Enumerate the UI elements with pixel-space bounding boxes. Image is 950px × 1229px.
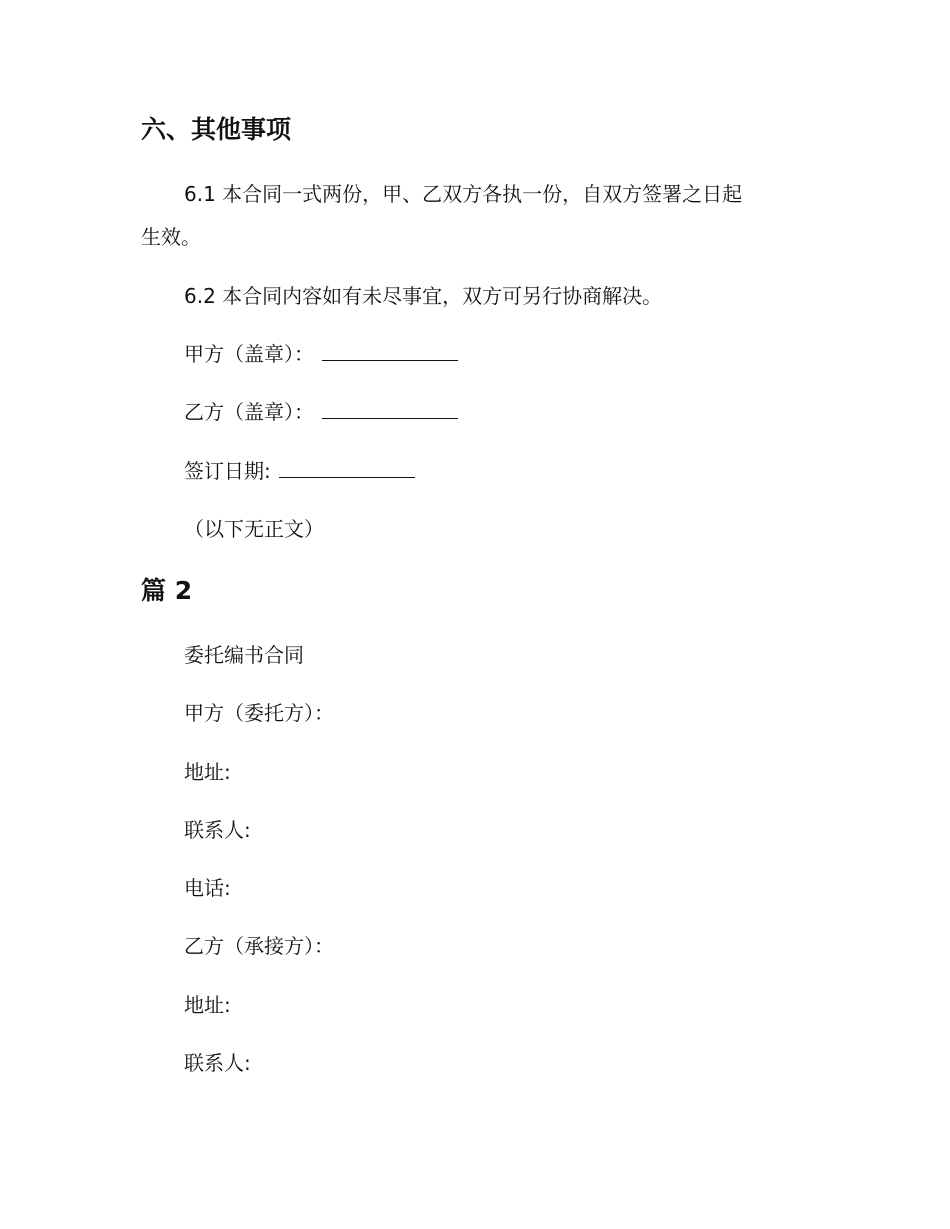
clause-6-2: 6.2 本合同内容如有未尽事宜，双方可另行协商解决。 — [184, 284, 663, 308]
party-a-seal-label: 甲方（盖章）： — [184, 342, 314, 366]
sign-date-row — [184, 457, 415, 485]
sign-date-label: 签订日期: — [184, 459, 271, 483]
party-a-seal-blank — [322, 342, 458, 361]
party-a-seal-row — [184, 340, 458, 368]
part-two-title: 篇 2 — [141, 576, 193, 605]
sign-date-blank — [279, 459, 415, 478]
clause-6-1-line-2: 生效。 — [141, 225, 201, 249]
party-b-seal-row — [184, 398, 458, 426]
contract-title: 委托编书合同 — [184, 643, 304, 667]
party-b-seal-label: 乙方（盖章）： — [184, 400, 314, 424]
party-b-contact-label: 联系人: — [184, 1051, 251, 1075]
party-b-address-label: 地址: — [184, 993, 231, 1017]
section-six-title: 六、其他事项 — [141, 115, 292, 144]
party-b-seal-blank — [322, 400, 458, 419]
party-a-label: 甲方（委托方）： — [184, 701, 334, 725]
clause-6-1-line-1: 6.1 本合同一式两份，甲、乙双方各执一份，自双方签署之日起 — [184, 182, 743, 206]
party-a-contact-label: 联系人: — [184, 818, 251, 842]
party-a-phone-label: 电话: — [184, 876, 231, 900]
party-b-label: 乙方（承接方）： — [184, 934, 334, 958]
party-a-address-label: 地址: — [184, 760, 231, 784]
end-note: （以下无正文） — [184, 517, 324, 541]
